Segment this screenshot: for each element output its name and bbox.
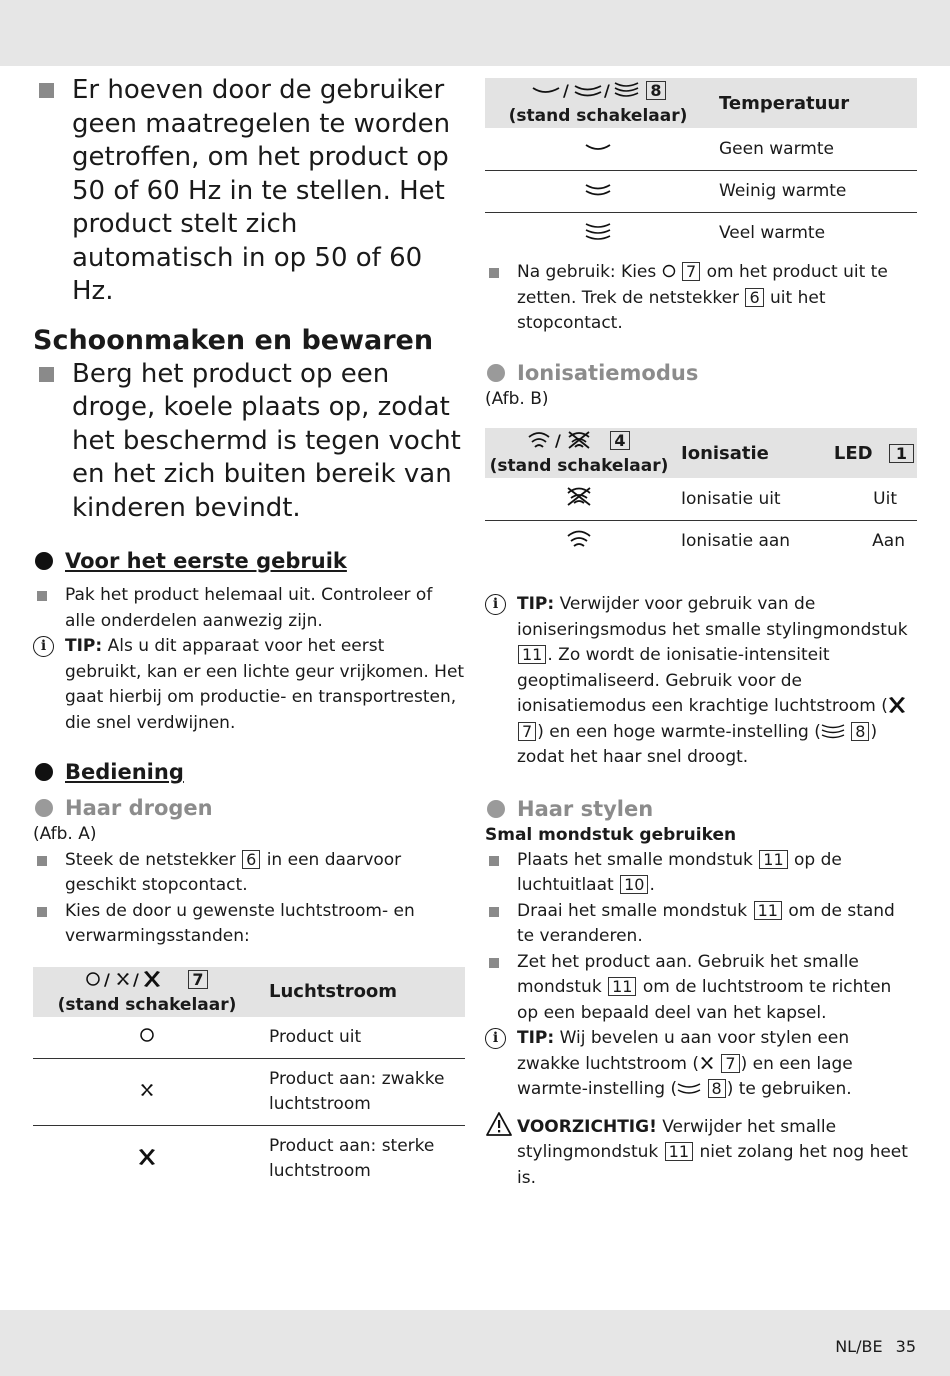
tip-label: TIP:	[517, 1028, 555, 1048]
table-row	[485, 128, 917, 170]
heat-high-icon	[584, 221, 612, 241]
bullet-square-icon	[489, 268, 499, 278]
bullet-square-icon	[489, 856, 499, 866]
switch-header	[33, 967, 261, 1017]
table-row	[485, 170, 917, 212]
symbol-cell	[485, 170, 711, 212]
heat-symbols-icon	[529, 80, 639, 100]
bullet-square-icon	[37, 856, 47, 866]
part-number: 7	[721, 1054, 739, 1073]
symbol-cell	[33, 1126, 261, 1193]
symbol-cell	[485, 128, 711, 170]
table-row	[485, 478, 917, 520]
tip-label: TIP:	[517, 594, 555, 614]
styling-item: Draai het smalle mondstuk 11 om de stand te veranderen.	[485, 899, 917, 950]
temperature-text: Weinig warmte	[711, 170, 917, 212]
airflow-text: Product uit	[261, 1017, 465, 1059]
ionisation-text: Ionisatie aan	[681, 531, 791, 552]
top-band	[0, 0, 950, 66]
airflow-text: Product aan: zwakke luchtstroom	[261, 1059, 465, 1126]
switch-number: 8	[646, 81, 665, 100]
table-row	[485, 212, 917, 254]
led-number: 1	[889, 444, 914, 463]
ionisation-table	[485, 428, 917, 562]
airflow-symbols-icon	[85, 969, 181, 989]
table-header-row	[485, 428, 917, 478]
svg-text:/: /	[604, 81, 611, 100]
part-number: 6	[745, 288, 763, 307]
bullet-dot-icon	[487, 364, 505, 382]
info-icon: i	[485, 594, 506, 615]
symbol-cell	[485, 212, 711, 254]
ion-off-icon	[565, 485, 593, 507]
part-number: 6	[242, 850, 260, 869]
ion-on-icon	[565, 528, 593, 550]
part-number: 11	[518, 645, 546, 664]
cleaning-text: Berg het product op een droge, koele plaats op, zodat het beschermd is tegen vocht en het zich buiten bereik van kinderen bevindt.	[72, 358, 461, 523]
temperature-text: Veel warmte	[719, 223, 826, 244]
svg-text:/: /	[104, 969, 111, 989]
plug-in-item: Steek de netstekker 6 in een daarvoor geschikt stopcontact.	[33, 848, 465, 899]
ionisation-text: Ionisatie uit	[673, 478, 816, 520]
part-number: 7	[682, 262, 700, 281]
table-row	[33, 1126, 465, 1193]
fan-low-icon	[699, 1056, 715, 1070]
led-header: LED 1	[816, 428, 917, 478]
part-number: 11	[754, 901, 782, 920]
bullet-dot-icon	[487, 800, 505, 818]
caution-label: VOORZICHTIG!	[517, 1116, 657, 1137]
svg-text:/: /	[563, 81, 570, 100]
switch-sublabel: (stand schakelaar)	[57, 994, 237, 1015]
temperature-header: Temperatuur	[711, 78, 917, 128]
switch-sublabel: (stand schakelaar)	[508, 106, 688, 126]
symbol-cell	[33, 1059, 261, 1126]
bullet-square-icon	[489, 907, 499, 917]
styling-item: Zet het product aan. Gebruik het smalle mondstuk 11 om de luchtstroom te richten op een bepaald deel van het kapsel.	[485, 950, 917, 1027]
figure-reference: (Afb. B)	[485, 388, 549, 409]
bullet-dot-icon	[35, 799, 53, 817]
part-number: 8	[851, 722, 869, 741]
part-number: 11	[759, 850, 787, 869]
part-number: 8	[708, 1079, 726, 1098]
narrow-nozzle-subheading: Smal mondstuk gebruiken	[485, 824, 737, 845]
page-footer	[835, 1337, 916, 1356]
styling-tip: i TIP: Wij bevelen u aan voor stylen een zwakke luchtstroom ( 7 ) en een lage warmte-instelling ( 8 ) te gebruiken.	[485, 1026, 917, 1103]
info-icon: i	[33, 636, 54, 657]
first-use-tip: i TIP: Als u dit apparaat voor het eerst gebruikt, kan er een lichte geur vrijkomen. Het gaat hierbij om productie- en transportresten, die snel verdwijnen.	[33, 634, 465, 736]
svg-text:/: /	[133, 969, 140, 989]
operation-heading: Bediening	[33, 758, 465, 786]
cleaning-heading: Schoonmaken en bewaren	[33, 324, 434, 356]
switch-sublabel: (stand schakelaar)	[489, 456, 669, 476]
ionisation-heading: Ionisatiemodus	[485, 359, 917, 387]
figure-reference: (Afb. A)	[33, 824, 97, 844]
tip-label: TIP:	[65, 636, 103, 656]
part-number: 7	[518, 722, 536, 741]
table-header-row	[485, 78, 917, 128]
caution-note: VOORZICHTIG! Verwijder het smalle stylingmondstuk 11 niet zolang het nog heet is.	[485, 1115, 917, 1192]
bullet-square-icon	[39, 83, 54, 98]
hair-styling-heading: Haar stylen	[485, 795, 917, 823]
heat-table	[485, 78, 917, 254]
table-row	[485, 520, 917, 562]
part-number: 11	[665, 1142, 693, 1161]
table-row	[33, 1059, 465, 1126]
off-circle-icon	[139, 1027, 155, 1043]
airflow-symbols	[37, 969, 257, 995]
first-use-item: Pak het product helemaal uit. Controleer of alle onderdelen aanwezig zijn.	[33, 583, 465, 634]
switch-number: 7	[188, 970, 207, 989]
intro-text: Er hoeven door de gebruiker geen maatregelen te worden getroffen, om het product op 50 of 60 Hz in te stellen. Het product stelt zich automatisch in op 50 of 60 Hz.	[72, 75, 451, 306]
heat-high-icon	[821, 723, 845, 739]
hair-dry-heading: Haar drogen	[33, 794, 465, 822]
svg-text:/: /	[555, 431, 562, 450]
airflow-text: Product aan: sterke luchtstroom	[269, 1135, 435, 1182]
symbol-cell	[485, 478, 673, 520]
info-icon: i	[485, 1028, 506, 1049]
switch-number: 4	[610, 431, 629, 450]
language-code: NL/BE	[835, 1337, 883, 1356]
fan-high-icon	[888, 697, 906, 713]
bullet-dot-icon	[35, 552, 53, 570]
heat-low-icon	[677, 1081, 701, 1095]
cleaning-list-item	[33, 358, 465, 526]
page-number: 35	[895, 1337, 916, 1356]
symbol-cell	[33, 1017, 261, 1059]
bullet-square-icon	[37, 591, 47, 601]
styling-item: Plaats het smalle mondstuk 11 op de luchtuitlaat 10 .	[485, 848, 917, 899]
left-column	[33, 74, 465, 1193]
after-use-item: Na gebruik: Kies 7 om het product uit te zetten. Trek de netstekker 6 uit het stopcontact.	[485, 260, 917, 337]
heat-none-icon	[584, 140, 612, 154]
fan-low-icon	[139, 1082, 155, 1098]
right-column	[485, 78, 917, 1191]
first-use-heading: Voor het eerste gebruik	[33, 547, 465, 575]
table-row	[33, 1017, 465, 1059]
warning-triangle-icon	[485, 1111, 513, 1137]
intro-list-item	[33, 74, 465, 309]
fan-high-icon	[137, 1147, 157, 1167]
choose-settings-item: Kies de door u gewenste luchtstroom- en verwarmingsstanden:	[33, 899, 465, 950]
ion-symbols-icon	[527, 430, 603, 450]
temperature-text: Geen warmte	[711, 128, 917, 170]
symbol-cell	[485, 520, 673, 562]
bullet-square-icon	[39, 367, 54, 382]
switch-header	[485, 428, 673, 478]
bullet-square-icon	[489, 958, 499, 968]
table-header-row	[33, 967, 465, 1017]
led-state: Aan	[872, 531, 905, 552]
ionisation-header: Ionisatie	[673, 428, 816, 478]
airflow-header: Luchtstroom	[261, 967, 465, 1017]
bullet-dot-icon	[35, 763, 53, 781]
part-number: 10	[620, 875, 648, 894]
off-circle-icon	[662, 264, 676, 278]
heat-low-icon	[584, 181, 612, 197]
part-number: 11	[608, 977, 636, 996]
led-state: Uit	[816, 478, 917, 520]
ionisation-tip: i TIP: Verwijder voor gebruik van de ioniseringsmodus het smalle stylingmondstuk11 . Zo wordt de ionisatie-intensiteit geoptimaliseerd. Gebruik voor de ionisatiemodus een krachtige luchtstroom ( 7 ) en een hoge warmte-instelling ( 8 ) zodat het haar snel droogt.	[485, 592, 917, 771]
bottom-band	[0, 1310, 950, 1376]
bullet-square-icon	[37, 907, 47, 917]
switch-header	[485, 78, 711, 128]
airflow-table	[33, 967, 465, 1193]
